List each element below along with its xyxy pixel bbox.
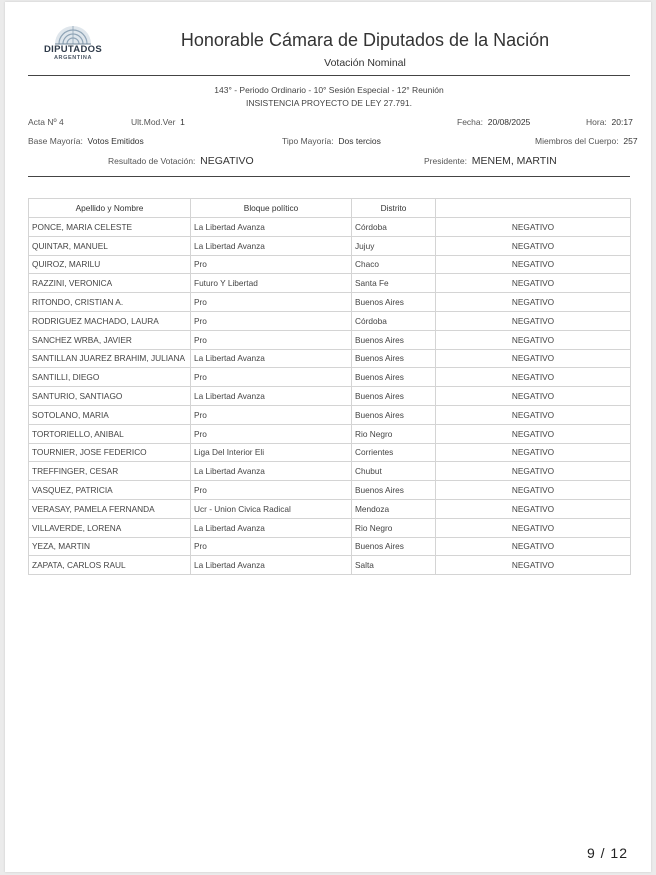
table-row [29,424,631,443]
cell-bloque: Pro [191,293,352,312]
cell-bloque: La Libertad Avanza [191,349,352,368]
table-row [29,537,631,556]
table-row [29,481,631,500]
miembros-value: 257 [623,136,638,146]
hora-label: Hora: [586,117,607,127]
ult-mod-version [131,117,185,127]
cell-distrito: Buenos Aires [352,481,436,500]
cell-bloque: Pro [191,537,352,556]
cell-bloque: Pro [191,255,352,274]
table-row [29,330,631,349]
cell-distrito: Buenos Aires [352,368,436,387]
document-title: Honorable Cámara de Diputados de la Nación [180,30,550,50]
table-row [29,293,631,312]
cell-distrito: Buenos Aires [352,405,436,424]
table-row [29,255,631,274]
cell-distrito: Buenos Aires [352,349,436,368]
cell-vote: NEGATIVO [436,293,631,312]
cell-distrito: Corrientes [352,443,436,462]
votes-table [28,198,631,575]
cell-vote: NEGATIVO [436,499,631,518]
cell-vote: NEGATIVO [436,255,631,274]
document-subtitle: Votación Nominal [324,57,406,69]
col-header-voto [436,199,631,218]
cell-bloque: Futuro Y Libertad [191,274,352,293]
ult-mod-label: Ult.Mod.Ver [131,117,176,127]
cell-distrito: Mendoza [352,499,436,518]
cell-distrito: Salta [352,556,436,575]
cell-bloque: Liga Del Interior Eli [191,443,352,462]
cell-vote: NEGATIVO [436,443,631,462]
cell-distrito: Córdoba [352,311,436,330]
page-number: 9 / 12 [586,845,628,861]
ult-mod-value: 1 [180,117,185,127]
cell-name: QUINTAR, MANUEL [29,236,191,255]
logo-subtitle: ARGENTINA [53,55,93,61]
miembros-label: Miembros del Cuerpo: [535,136,619,146]
cell-vote: NEGATIVO [436,330,631,349]
cell-name: SANTILLI, DIEGO [29,368,191,387]
cell-name: PONCE, MARIA CELESTE [29,218,191,237]
fecha [457,117,530,127]
cell-name: ZAPATA, CARLOS RAUL [29,556,191,575]
cell-vote: NEGATIVO [436,368,631,387]
cell-vote: NEGATIVO [436,462,631,481]
cell-vote: NEGATIVO [436,387,631,406]
cell-bloque: Pro [191,368,352,387]
cell-vote: NEGATIVO [436,405,631,424]
cell-vote: NEGATIVO [436,218,631,237]
cell-name: VILLAVERDE, LORENA [29,518,191,537]
fecha-label: Fecha: [457,117,483,127]
table-row [29,443,631,462]
cell-name: SANTURIO, SANTIAGO [29,387,191,406]
resultado-value: NEGATIVO [200,155,254,167]
cell-name: VERASAY, PAMELA FERNANDA [29,499,191,518]
cell-name: SANTILLAN JUAREZ BRAHIM, JULIANA [29,349,191,368]
cell-name: QUIROZ, MARILU [29,255,191,274]
tipo-mayoria-label: Tipo Mayoría: [282,136,334,146]
cell-vote: NEGATIVO [436,349,631,368]
session-subject: INSISTENCIA PROYECTO DE LEY 27.791. [246,98,412,108]
col-header-distrito: Distrito [352,199,436,218]
table-row [29,236,631,255]
cell-bloque: La Libertad Avanza [191,236,352,255]
cell-bloque: La Libertad Avanza [191,556,352,575]
presidente-value: MENEM, MARTIN [471,155,557,167]
presidente-label: Presidente: [424,156,467,166]
cell-bloque: Pro [191,311,352,330]
cell-name: RODRIGUEZ MACHADO, LAURA [29,311,191,330]
cell-name: VASQUEZ, PATRICIA [29,481,191,500]
cell-vote: NEGATIVO [436,424,631,443]
cell-bloque: Pro [191,481,352,500]
cell-name: YEZA, MARTIN [29,537,191,556]
table-row [29,405,631,424]
base-mayoria-value: Votos Emitidos [87,136,144,146]
resultado-label: Resultado de Votación: [108,156,196,166]
cell-vote: NEGATIVO [436,556,631,575]
logo-title: DIPUTADOS [44,44,102,55]
cell-vote: NEGATIVO [436,518,631,537]
cell-distrito: Buenos Aires [352,293,436,312]
cell-bloque: La Libertad Avanza [191,218,352,237]
cell-name: TOURNIER, JOSE FEDERICO [29,443,191,462]
base-mayoria [28,136,144,146]
cell-distrito: Chaco [352,255,436,274]
cell-distrito: Santa Fe [352,274,436,293]
col-header-name: Apellido y Nombre [29,199,191,218]
table-row [29,349,631,368]
table-row [29,274,631,293]
cell-bloque: La Libertad Avanza [191,462,352,481]
cell-name: RAZZINI, VERONICA [29,274,191,293]
cell-name: SANCHEZ WRBA, JAVIER [29,330,191,349]
table-header-row [29,199,631,218]
meta-divider [28,176,630,177]
cell-name: TORTORIELLO, ANIBAL [29,424,191,443]
table-row [29,556,631,575]
cell-bloque: La Libertad Avanza [191,518,352,537]
miembros-cuerpo [535,136,638,146]
table-row [29,499,631,518]
cell-distrito: Buenos Aires [352,387,436,406]
col-header-bloque: Bloque político [191,199,352,218]
cell-vote: NEGATIVO [436,481,631,500]
tipo-mayoria-value: Dos tercios [338,136,381,146]
presidente [424,155,557,167]
hora [586,117,633,127]
cell-vote: NEGATIVO [436,274,631,293]
cell-distrito: Rio Negro [352,424,436,443]
cell-distrito: Córdoba [352,218,436,237]
cell-distrito: Rio Negro [352,518,436,537]
cell-name: RITONDO, CRISTIAN A. [29,293,191,312]
table-row [29,368,631,387]
cell-distrito: Buenos Aires [352,537,436,556]
resultado-votacion [108,155,254,167]
base-mayoria-label: Base Mayoría: [28,136,83,146]
cell-vote: NEGATIVO [436,236,631,255]
header-divider [28,75,630,76]
cell-name: TREFFINGER, CESAR [29,462,191,481]
document-page [5,2,651,872]
congress-dome-icon [51,22,95,46]
table-row [29,311,631,330]
tipo-mayoria [282,136,381,146]
table-row [29,218,631,237]
table-row [29,387,631,406]
cell-bloque: Ucr - Union Civica Radical [191,499,352,518]
cell-bloque: Pro [191,330,352,349]
acta-number: Acta Nº 4 [28,117,64,127]
cell-bloque: Pro [191,424,352,443]
cell-vote: NEGATIVO [436,311,631,330]
table-row [29,518,631,537]
session-info: 143° - Periodo Ordinario - 10° Sesión Especial - 12° Reunión [214,85,444,95]
cell-bloque: La Libertad Avanza [191,387,352,406]
cell-bloque: Pro [191,405,352,424]
fecha-value: 20/08/2025 [487,117,531,127]
cell-distrito: Jujuy [352,236,436,255]
cell-distrito: Chubut [352,462,436,481]
diputados-logo [38,22,108,61]
cell-name: SOTOLANO, MARIA [29,405,191,424]
cell-vote: NEGATIVO [436,537,631,556]
hora-value: 20:17 [611,117,633,127]
cell-distrito: Buenos Aires [352,330,436,349]
table-row [29,462,631,481]
